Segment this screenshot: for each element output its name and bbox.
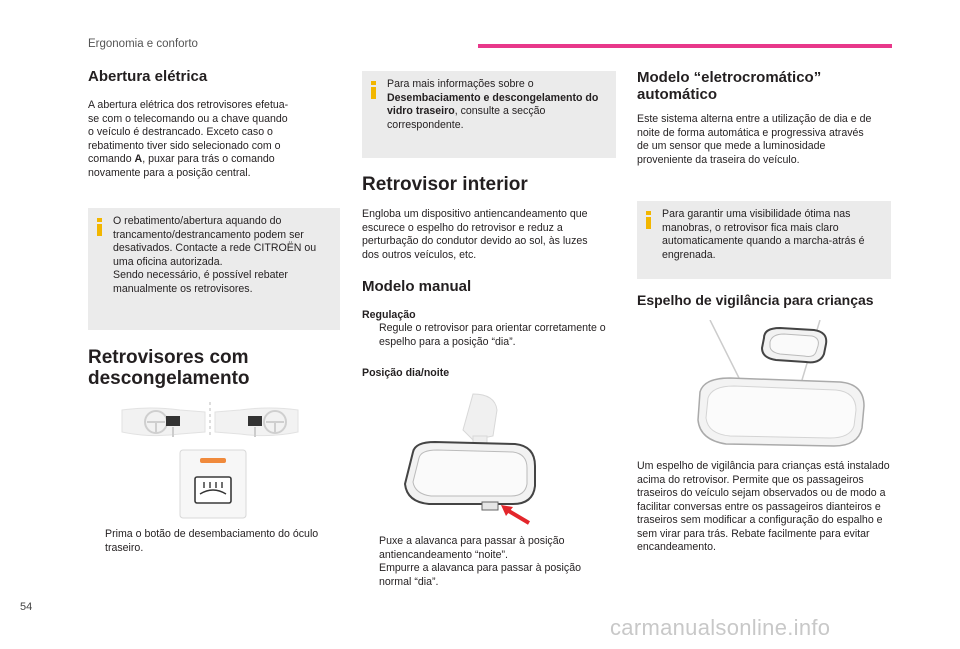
paragraph-interior: Engloba um dispositivo antiencandeamento que escurece o espelho do retrovisor e reduz a perturbação do condutor devido ao sol, às luzes dos outros veículos, etc. [362,208,588,261]
paragraph-abertura: A abertura elétrica dos retrovisores efetua- se com o telecomando ou a chave quando o veículo é destrancado. Exceto caso o rebatimento tiver sido selecionado com o comando A, puxar para trás o comando novamente para a posição central. [88,99,289,179]
info-text: Para mais informações sobre o Desembaciamento e descongelamento do vidro traseiro, consulte a secção correspondente. [387,78,599,131]
bullet-regulacao: Regule o retrovisor para orientar corretamente o espelho para a posição “dia”. [362,322,616,349]
info-box-rebatimento [88,208,340,330]
info-box-desembaciamento [362,71,616,158]
bullet-empurre-alavanca: Empurre a alavanca para passar à posição normal “dia”. [362,562,616,589]
subheading-posicao-dia-noite: Posição dia/noite [362,367,450,379]
bullet-marker [362,535,379,562]
bullet-marker [362,562,379,589]
bullet-marker [88,528,105,555]
info-text: O rebatimento/abertura aquando do trancamento/destrancamento podem ser desativados. Contacte a rede CITROËN ou uma oficina autorizada. Sendo necessário, é possível rebater manualmente os retrovisores. [113,215,317,295]
interior-mirror-illustration [395,390,545,530]
child-monitoring-mirror-illustration [680,320,880,455]
paragraph-espelho-vigilancia: Um espelho de vigilância para crianças está instalado acima do retrovisor. Permite que os passageiros traseiros do veículo sejam observados ou de modo a facilitar conversas entre os passageiros dianteiros e traseiros sem modificar a configuração do espalho e sem virar para trás. Rebate facilmente para evitar encandeamento. [637,460,890,553]
heading-modelo-eletrocromatico: Modelo “eletrocromático” automático [637,69,822,103]
watermark: carmanualsonline.info [610,615,831,640]
paragraph-eletrocromatico: Este sistema alterna entre a utilização de dia e de noite de forma automática e progressiva através de um sensor que mede a luminosidade proveniente da traseira do veículo. [637,113,872,166]
info-icon [371,81,376,99]
info-box-marcha-atras [637,201,891,279]
page-number: 54 [20,601,33,613]
bullet-puxe-alavanca: Puxe a alavanca para passar à posição antiencandeamento “noite”. [362,535,616,562]
info-text: Para garantir uma visibilidade ótima nas manobras, o retrovisor fica mais claro automaticamente quando a marcha-atrás é engrenada. [662,208,865,261]
heading-retrovisor-interior: Retrovisor interior [362,174,528,195]
bullet-desembaciamento: Prima o botão de desembaciamento do óculo traseiro. [88,528,340,555]
info-icon [646,211,651,229]
heading-modelo-manual: Modelo manual [362,278,472,295]
heading-abertura-eletrica: Abertura elétrica [88,68,208,85]
defrost-mirrors-illustration [110,398,310,528]
bullet-marker [362,322,379,349]
info-icon [97,218,102,236]
heading-espelho-vigilancia: Espelho de vigilância para crianças [637,292,874,308]
heading-retrovisores-descongelamento: Retrovisores com descongelamento [88,347,250,390]
section-accent-bar [478,44,892,48]
section-header: Ergonomia e conforto [88,38,198,50]
subheading-regulacao: Regulação [362,309,416,321]
